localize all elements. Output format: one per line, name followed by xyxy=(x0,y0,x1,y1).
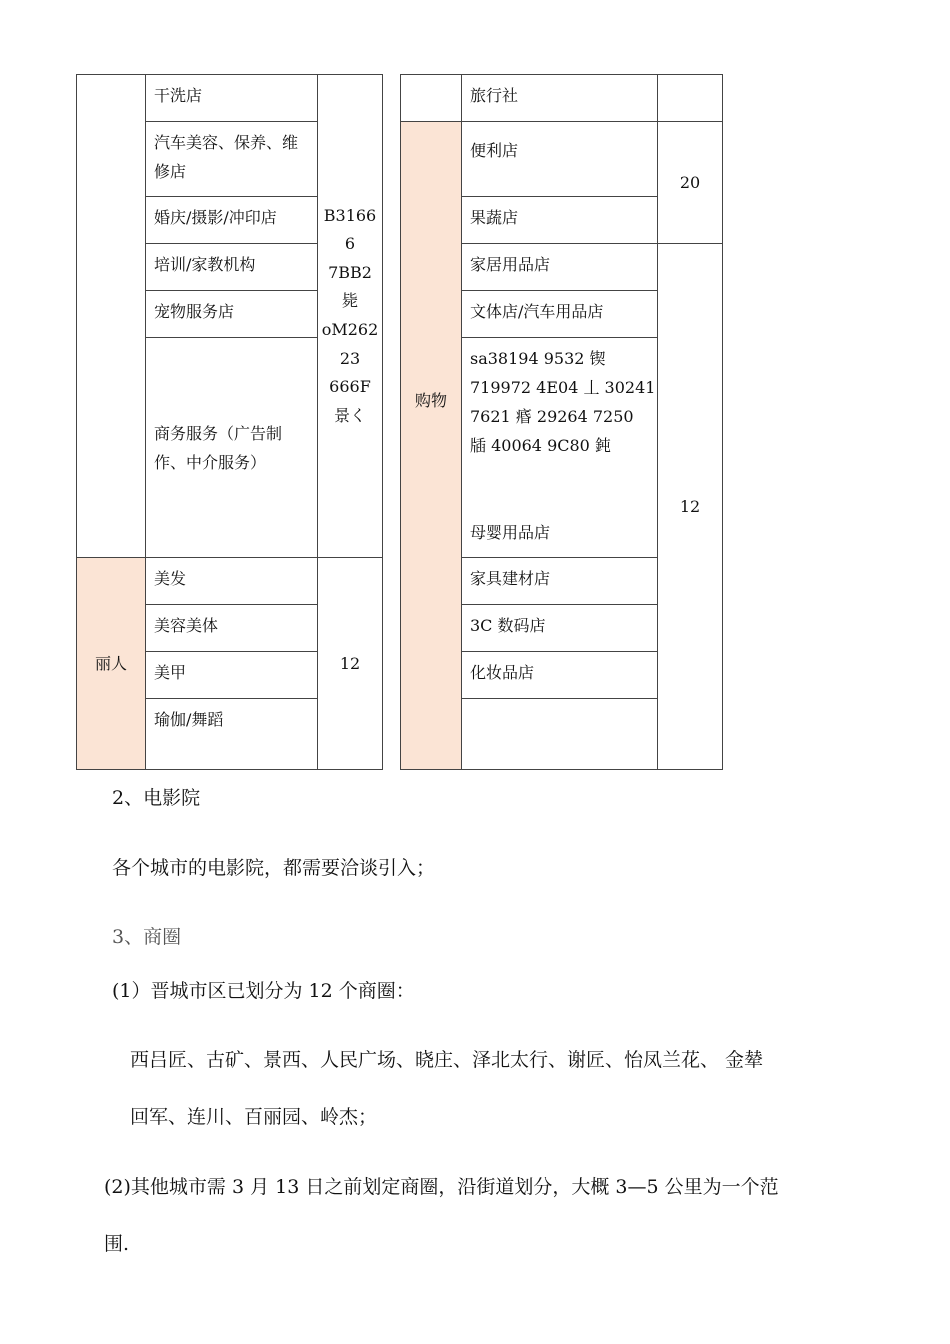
cinema-heading: 2、电影院 xyxy=(112,787,201,809)
right-category-table xyxy=(400,74,723,770)
code-line: 毙 xyxy=(341,291,358,311)
table-cell: 汽车美容、保养、维修店 xyxy=(146,122,318,197)
table-cell xyxy=(658,75,723,122)
table-cell: 婚庆/摄影/冲印店 xyxy=(146,197,318,244)
table-cell: 美容美体 xyxy=(146,605,318,652)
code-line: 666F xyxy=(329,377,371,397)
table-cell: 旅行社 xyxy=(462,75,658,122)
table-cell: 瑜伽/舞蹈 xyxy=(146,699,318,770)
left-category-table xyxy=(76,74,383,770)
district-heading: 3、商圈 xyxy=(112,926,182,948)
code-line: B3166 xyxy=(323,205,377,225)
count-cell: 12 xyxy=(318,558,383,770)
mixed-line: 719972 4E04 丄 30241 xyxy=(470,378,656,397)
district-item-2-line-1: (2)其他城市需 3 月 13 日之前划定商圈，沿街道划分，大概 3—5 公里为一个范 xyxy=(104,1176,779,1198)
count-cell: 12 xyxy=(658,244,723,770)
table-cell: 美发 xyxy=(146,558,318,605)
table-cell: 文体店/汽车用品店 xyxy=(462,291,658,338)
category-cell: 丽人 xyxy=(77,558,146,770)
table-cell: 干洗店 xyxy=(146,75,318,122)
table-cell: 家具建材店 xyxy=(462,558,658,605)
table-cell: 培训/家教机构 xyxy=(146,244,318,291)
table-cell xyxy=(401,75,462,122)
table-cell: 宠物服务店 xyxy=(146,291,318,338)
table-cell: 便利店 xyxy=(462,122,658,197)
code-line: 景く xyxy=(333,405,366,425)
table-cell: 3C 数码店 xyxy=(462,605,658,652)
table-cell xyxy=(462,699,658,770)
mixed-line: sa38194 9532 锲 xyxy=(470,349,606,368)
district-item-2-line-2: 围. xyxy=(104,1233,130,1255)
table-cell: 果蔬店 xyxy=(462,197,658,244)
district-item-1: (1）晋城市区已划分为 12 个商圈： xyxy=(112,980,415,1002)
table-cell: 家居用品店 xyxy=(462,244,658,291)
left-category-cell xyxy=(77,75,146,558)
code-line: 23 xyxy=(339,348,361,368)
mixed-line: 7621 痻 29264 7250 xyxy=(470,407,634,426)
code-line: 6 xyxy=(344,234,356,254)
district-list-line-1: 西吕匠、古矿、景西、人民广场、晓庄、泽北太行、谢匠、怡凤兰花、 金辇 xyxy=(130,1049,764,1071)
cinema-text: 各个城市的电影院，都需要洽谈引入； xyxy=(112,857,436,879)
table-cell: 化妆品店 xyxy=(462,652,658,699)
code-line: 7BB2 xyxy=(328,262,372,282)
table-cell: 商务服务（广告制作、中介服务） xyxy=(146,338,318,558)
mixed-line: 牐 40064 9C80 鈍 xyxy=(470,436,611,455)
count-cell: 20 xyxy=(658,122,723,244)
table-cell: 美甲 xyxy=(146,652,318,699)
district-list-line-2: 回军、连川、百丽园、岭杰； xyxy=(130,1106,378,1128)
mixed-label: 母婴用品店 xyxy=(470,523,551,542)
code-line: oM262 xyxy=(321,320,379,339)
category-cell: 购物 xyxy=(401,122,462,770)
code-cell xyxy=(318,75,383,558)
mixed-cell xyxy=(462,338,658,558)
